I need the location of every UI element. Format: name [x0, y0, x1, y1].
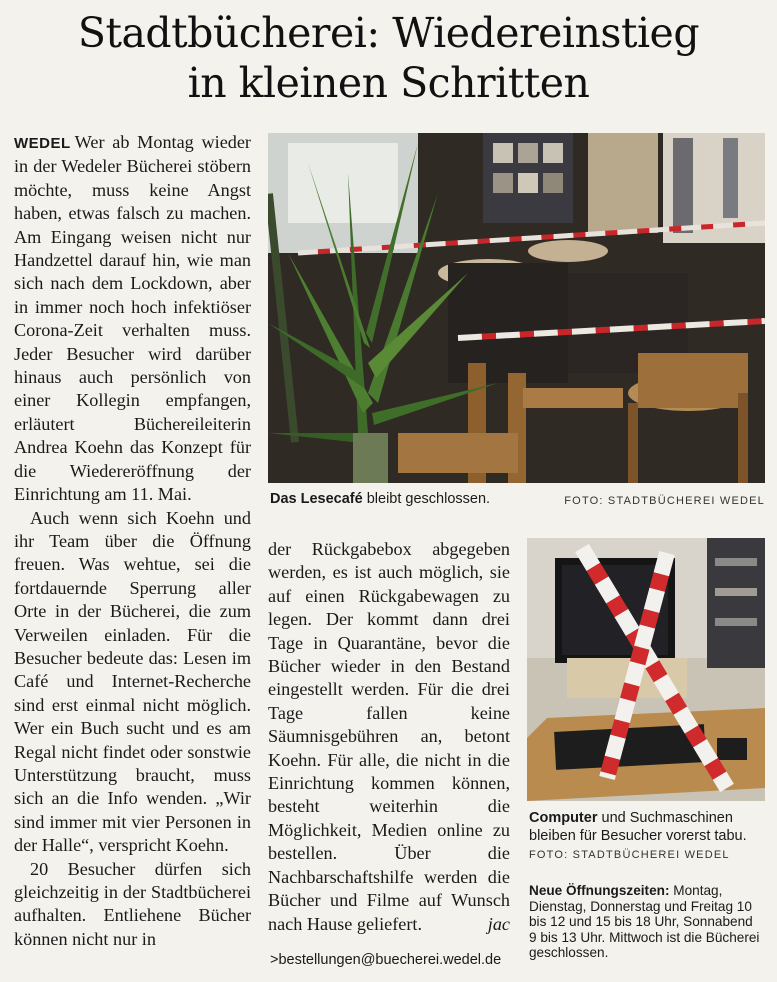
photo-lesecafe: [268, 133, 765, 483]
article-paragraph-3: 20 Besucher dürfen sich gleichzeitig in der Stadtbücherei aufhalten. Entliehene Bücher können nicht nur in: [14, 858, 251, 949]
opening-hours-text: Montag, Dienstag, Donnerstag und Freitag 10 bis 12 und 15 bis 18 Uhr, Sonnabend 9 bis 13 Uhr. Mittwoch ist die Bücherei geschlossen.: [529, 883, 760, 960]
article-paragraph-2: Auch wenn sich Koehn und ihr Team über die Öffnung freuen. Was wehtue, sei die fortdauernde Sperrung aller Orte in der Bücherei, die zum Verweilen einladen. Für die Besucher bedeute das: Lesen im Café und Internet-Recherche sind erst einmal nicht möglich. Wer ein Buch sucht und es am Regal nicht findet oder sonstwie Unterstützung braucht, muss sich an die Info wenden. „Wir sind immer mit vier Personen in der Halle“, verspricht Koehn.: [14, 507, 251, 856]
column-2-text: der Rückgabebox abgegeben werden, es ist auch möglich, sie auf einen Rückgabewagen zu legen. Der kommt dann drei Tage in Quarantäne, bevor die Bücher wieder in den Bestand eingestellt werden. Für die drei Tage fallen keine Säumnisgebühren an, betont Koehn. Für alle, die nicht in die Einrichtung kommen können, besteht weiterhin die Möglichkeit, Medien online zu bestellen. Über die Nachbarschaftshilfe werden die Bücher und Filme auf Wunsch nach Hause geliefert.: [268, 539, 510, 934]
article-column-2: [268, 538, 510, 936]
opening-hours-box: [529, 883, 761, 961]
author-signature: jac: [487, 913, 510, 934]
article-paragraph-1: [14, 131, 251, 507]
paragraph-1-text: Wer ab Montag wieder in der Wedeler Bücherei stöbern möchte, muss keine Angst haben, etwas falsch zu machen. Am Eingang weisen nicht nur Handzettel darauf hin, wie man sich nach dem Lockdown, aber in immer noch hoch infektiöser Corona-Zeit verhalten muss. Jeder Besucher wird darüber hinaus auch persönlich von einer Kollegin empfangen, erläutert Büchereileiterin Andrea Koehn das Konzept für die Wiedereröffnung der Einrichtung am 11. Mai.: [14, 132, 251, 505]
headline: [0, 8, 777, 108]
photo-1-credit: FOTO: STADTBÜCHEREI WEDEL: [564, 495, 765, 507]
photo-computer: [527, 538, 765, 801]
photo-computer-caption: [529, 809, 767, 864]
dateline: WEDEL: [14, 135, 71, 152]
headline-line-1: Stadtbücherei: Wiedereinstieg: [77, 9, 700, 57]
computer-illustration: [527, 538, 765, 801]
article-column-1: [14, 131, 251, 951]
photo-lesecafe-caption: [270, 490, 767, 508]
photo-2-credit: FOTO: STADTBÜCHEREI WEDEL: [529, 849, 730, 861]
caption-1-bold: Das Lesecafé: [270, 491, 363, 507]
headline-line-2: in kleinen Schritten: [187, 59, 590, 107]
caption-2-text: und Suchmaschinen bleiben für Besucher vorerst tabu.: [529, 810, 747, 844]
opening-hours-label: Neue Öffnungszeiten:: [529, 883, 670, 898]
lesecafe-illustration: [268, 133, 765, 483]
article-column-2-text: [268, 538, 510, 936]
caption-2-bold: Computer: [529, 810, 598, 826]
caption-1-text: bleibt geschlossen.: [362, 491, 491, 507]
order-email: >bestellungen@buecherei.wedel.de: [270, 952, 502, 968]
